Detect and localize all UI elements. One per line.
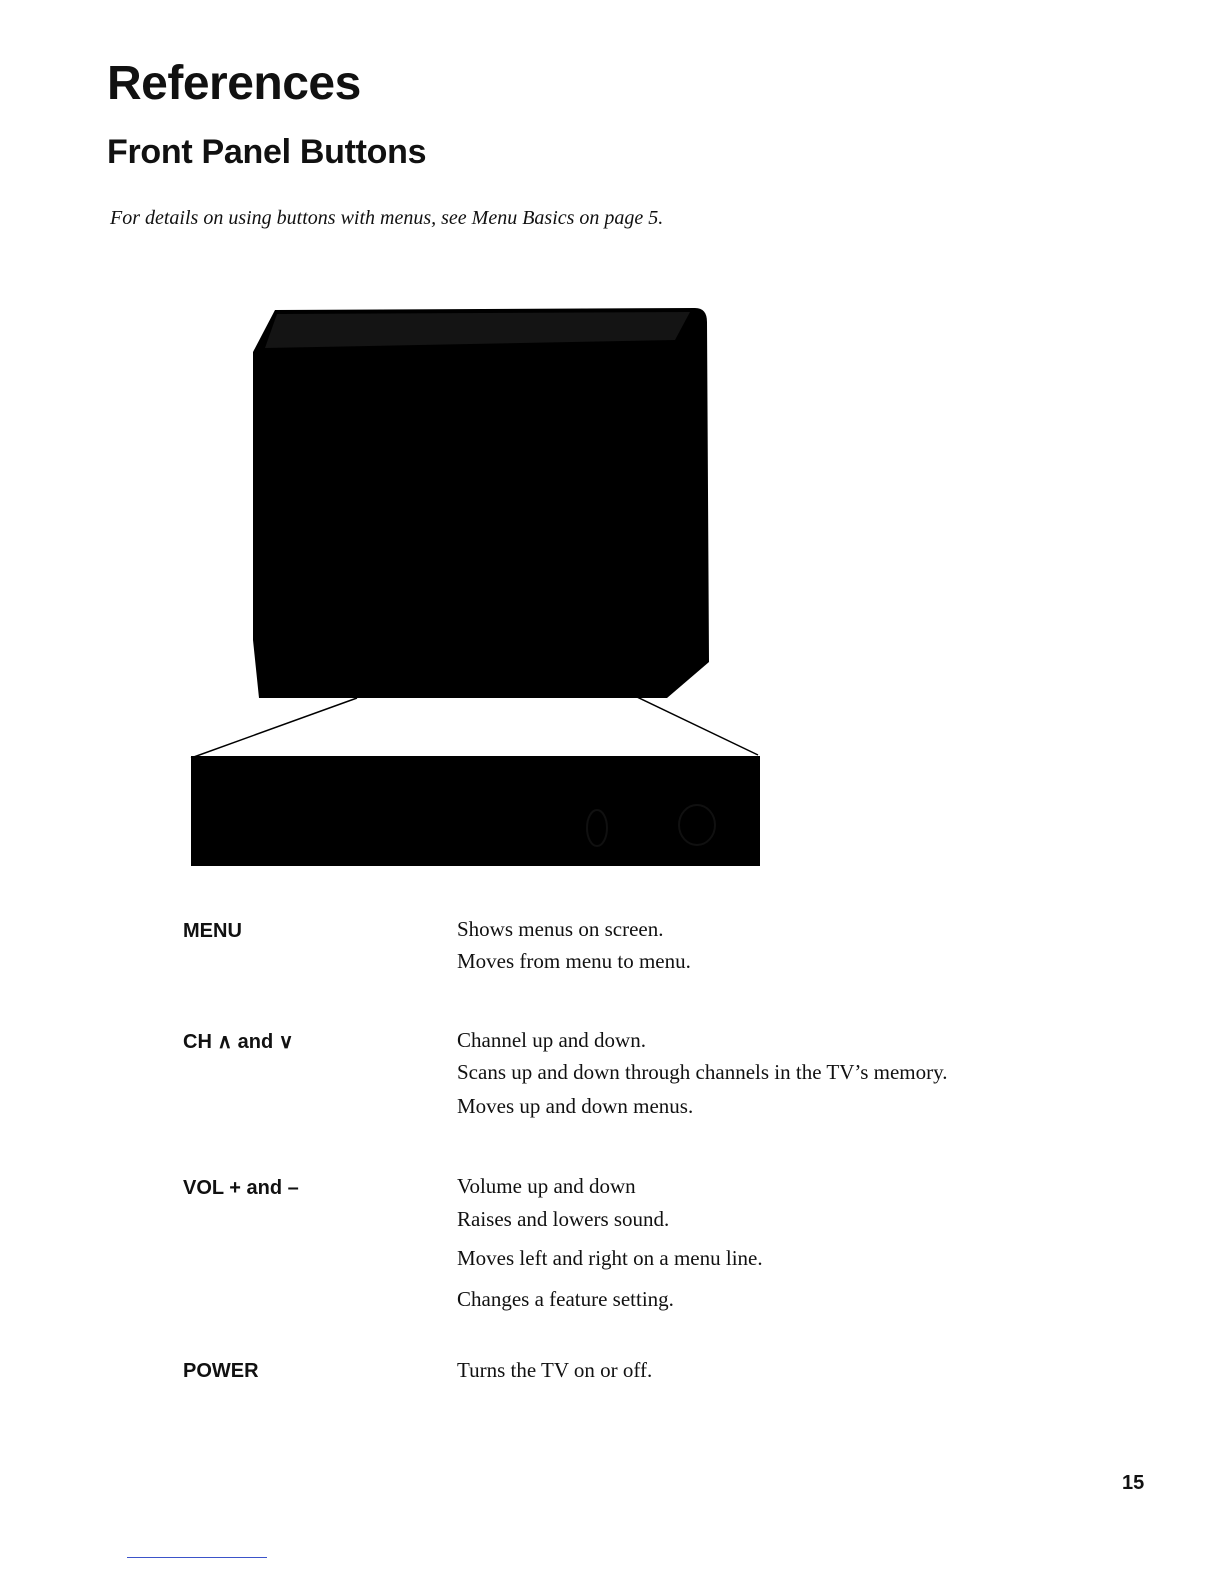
- menu-desc-2: Moves from menu to menu.: [457, 949, 691, 973]
- page-title: References: [107, 57, 361, 110]
- power-desc-1: Turns the TV on or off.: [457, 1358, 653, 1382]
- power-label: POWER: [183, 1360, 259, 1382]
- callout-line-right: [635, 696, 758, 755]
- menu-desc-1: Shows menus on screen.: [457, 917, 664, 941]
- front-panel: [191, 756, 760, 866]
- volume-label: VOL + and –: [183, 1177, 299, 1199]
- callout-line-left: [191, 698, 357, 758]
- tv-body: [253, 308, 709, 698]
- tv-illustration: [185, 300, 770, 875]
- channel-label: CH ∧ and ∨: [183, 1031, 294, 1053]
- volume-desc-2: Raises and lowers sound.: [457, 1207, 670, 1231]
- menu-label: MENU: [183, 920, 242, 942]
- channel-desc-2: Scans up and down through channels in the TV’s memory.: [457, 1060, 948, 1084]
- volume-desc-1: Volume up and down: [457, 1174, 636, 1198]
- intro-note: For details on using buttons with menus, see Menu Basics on page 5.: [110, 207, 664, 229]
- volume-desc-4: Changes a feature setting.: [457, 1287, 674, 1311]
- channel-desc-3: Moves up and down menus.: [457, 1094, 694, 1118]
- channel-desc-1: Channel up and down.: [457, 1028, 646, 1052]
- volume-desc-3: Moves left and right on a menu line.: [457, 1246, 763, 1270]
- page-number: 15: [1122, 1472, 1145, 1494]
- section-title: Front Panel Buttons: [107, 133, 427, 171]
- footer-rule: [127, 1557, 267, 1558]
